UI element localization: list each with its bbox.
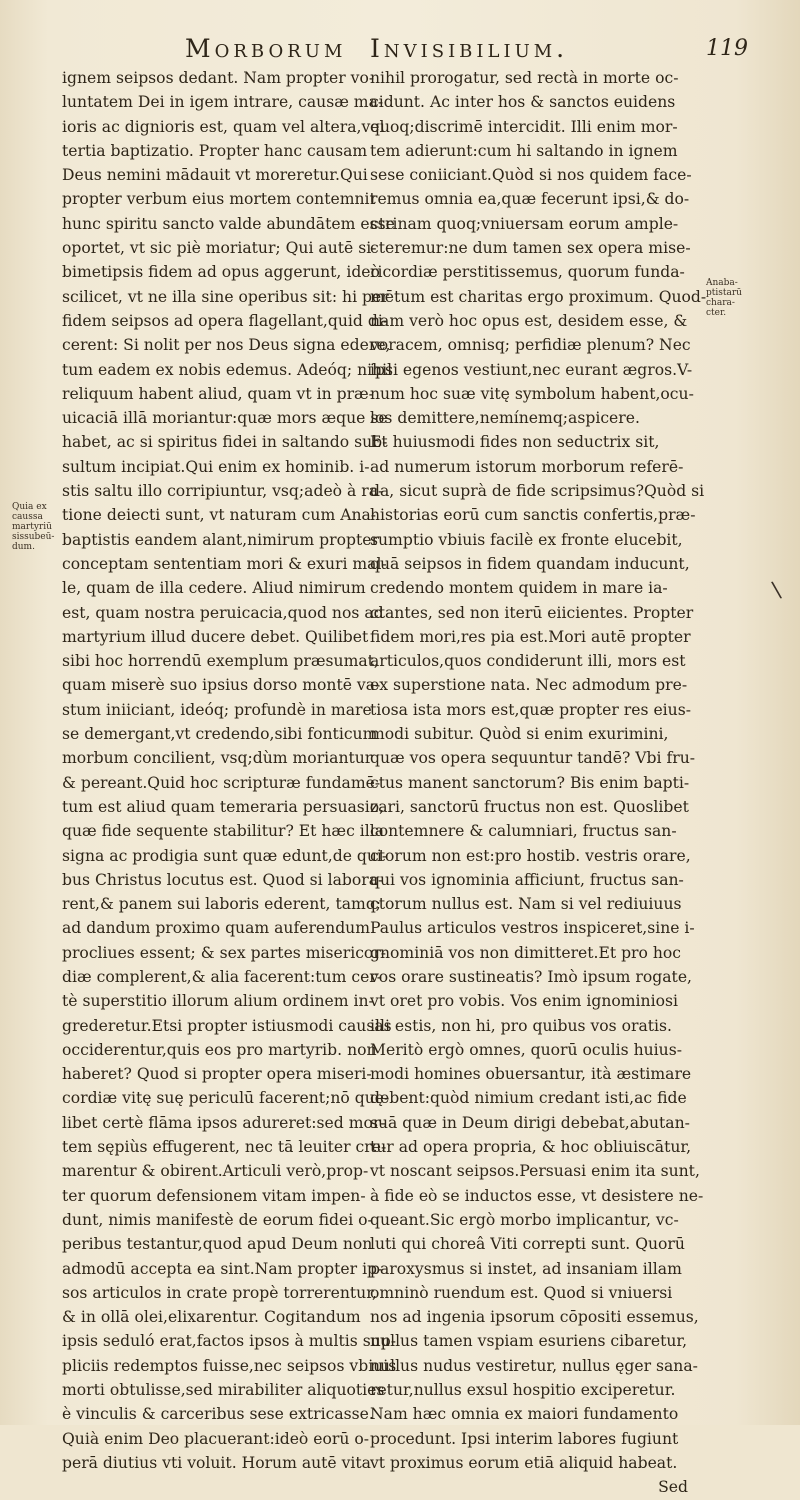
text-line: paroxysmus si instet, ad insaniam illam	[370, 1259, 682, 1278]
text-line: rent,& panem sui laboris ederent, tamq;	[62, 895, 382, 914]
margin-note-line: caussa	[12, 512, 43, 522]
text-line: zari, sanctorū fructus non est. Quoslibet	[370, 797, 689, 816]
text-line: occiderentur,quis eos pro martyrib. non	[62, 1040, 377, 1059]
text-line: num hoc suæ vitę symbolum habent,ocu-	[370, 384, 694, 403]
text-line: modi subitur. Quòd si enim exurimini,	[370, 725, 669, 744]
text-line: ad dandum proximo quam auferendum	[62, 919, 371, 938]
text-line: quam miserè suo ipsius dorso montē va-	[62, 676, 381, 695]
text-line: ctorum non est:pro hostib. vestris orare,	[370, 846, 691, 865]
page-number: 119	[706, 36, 748, 61]
text-line: à fide eò se inductos esse, vt desistere ne-	[370, 1186, 704, 1205]
text-line: bimetipsis fidem ad opus aggerunt, ideò	[62, 263, 380, 282]
text-line: libet certè flāma ipsos adureret:sed mor-	[62, 1113, 386, 1132]
text-line: ctus manent sanctorum? Bis enim bapti-	[370, 773, 690, 792]
text-line: & pereant.Quid hoc scripturæ fundamē-	[62, 773, 381, 792]
text-line: historias eorū cum sanctis confertis,præ-	[370, 506, 696, 525]
text-line: tè superstitio illorum alium ordinem in-	[62, 992, 374, 1011]
text-line: vos orare sustineatis? Imò ipsum rogate,	[370, 967, 693, 986]
text-line: Meritò ergò omnes, quorū oculis huius-	[370, 1040, 682, 1059]
margin-note-line: ptistarū	[706, 288, 742, 298]
text-line: pliciis redemptos fuisse,nec seipsos vbiuis	[62, 1356, 397, 1375]
text-line: Paulus articulos vestros inspiceret,sine i-	[370, 919, 695, 938]
text-line: fidem mori,res pia est.Mori autē propter	[370, 627, 691, 646]
text-line: cordiæ vitę suę periculū facerent;nō quę-	[62, 1089, 390, 1108]
text-line: nos ad ingenia ipsorum cōpositi essemus,	[370, 1308, 699, 1327]
text-line: nullus nudus vestiretur, nullus ęger sana-	[370, 1356, 698, 1375]
text-line: tur ad opera propria, & hoc obliuiscātur,	[370, 1138, 692, 1157]
margin-note-line: Anaba-	[706, 278, 738, 288]
text-line: Nam hæc omnia ex maiori fundamento	[370, 1405, 679, 1424]
text-line: ctantes, sed non iterū eiicientes. Propter	[370, 603, 694, 622]
text-line: contemnere & calumniari, fructus san-	[370, 822, 677, 841]
text-line: ctorum nullus est. Nam si vel rediuiuus	[370, 895, 682, 914]
text-line: ricordiæ perstitissemus, quorum funda-	[370, 263, 685, 282]
text-line: tione deiecti sunt, vt naturam cum Ana-	[62, 506, 377, 525]
text-line: tiosa ista mors est,quæ propter res eius-	[370, 700, 691, 719]
text-line: quæ vos opera sequuntur tandē? Vbi fru-	[370, 749, 696, 768]
text-line: quoq;discrimē intercidit. Illi enim mor-	[370, 117, 678, 136]
text-line: procliues essent; & sex partes misericor-	[62, 943, 387, 962]
text-line: & in ollā olei,elixarentur. Cogitandum	[62, 1308, 361, 1327]
text-line: bus Christus locutus est. Quod si labora-	[62, 870, 384, 889]
text-line: sos articulos in crate propè torrerentur,	[62, 1283, 377, 1302]
text-line: queant.Sic ergò morbo implicantur, vc-	[370, 1210, 679, 1229]
text-line: Deus nemini mādauit vt moreretur.Qui	[62, 166, 368, 185]
text-line: omninò ruendum est. Quod si vniuersi	[370, 1283, 673, 1302]
text-line: ctrinam quoq;vniuersam eorum ample-	[370, 214, 679, 233]
text-line: voracem, omnisq; perfidiæ plenum? Nec	[370, 336, 691, 355]
text-line: cteremur:ne dum tamen sex opera mise-	[370, 239, 691, 258]
text-line: sibi hoc horrendū exemplum præsumat,	[62, 652, 379, 671]
text-line: procedunt. Ipsi interim labores fugiunt	[370, 1429, 679, 1448]
text-line: sumptio vbiuis facilè ex fronte elucebit,	[370, 530, 683, 549]
header-title-right: Invisibilium.	[370, 34, 569, 63]
text-line: morti obtulisse,sed mirabiliter aliquoties	[62, 1381, 385, 1400]
margin-note-line: martyriū	[12, 522, 52, 532]
text-line: qui vos ignominia afficiunt, fructus san-	[370, 870, 684, 889]
text-line: debent:quòd nimium credant isti,ac fide	[370, 1089, 687, 1108]
text-line: sultum incipiat.Qui enim ex hominib. i-	[62, 457, 370, 476]
text-line: luntatem Dei in igem intrare, causæ ma-	[62, 93, 384, 112]
text-line: tem sępiùs effugerent, nec tā leuiter cre-	[62, 1138, 387, 1157]
header-title-left: Morborum	[185, 34, 347, 63]
text-line: articulos,quos condiderunt illi, mors est	[370, 652, 686, 671]
stray-ink-mark: \	[770, 577, 783, 604]
text-line: ipsis seduló erat,factos ipsos à multis sup-	[62, 1332, 397, 1351]
text-line: gnominiā vos non dimitteret.Et pro hoc	[370, 943, 682, 962]
text-line: Quià enim Deo placuerant:ideò eorū o-	[62, 1429, 370, 1448]
text-line: cerent: Si nolit per nos Deus signa edere,	[62, 336, 391, 355]
text-line: propter verbum eius mortem contemnit	[62, 190, 376, 209]
text-line: tem adierunt:cum hi saltando in ignem	[370, 141, 678, 160]
text-line: credendo montem quidem in mare ia-	[370, 579, 668, 598]
text-line: sese coniiciant.Quòd si nos quidem face-	[370, 166, 692, 185]
text-line: ipsi egenos vestiunt,nec eurant ægros.V-	[370, 360, 693, 379]
text-line: ad numerum istorum morborum referē-	[370, 457, 684, 476]
text-line: suā quæ in Deum dirigi debebat,abutan-	[370, 1113, 690, 1132]
text-line: tum eadem ex nobis edemus. Adeóq; nihil	[62, 360, 393, 379]
text-line: nihil prorogatur, sed rectà in morte oc-	[370, 69, 679, 87]
margin-note-line: Quia ex	[12, 502, 47, 512]
text-line: luti qui choreâ Viti correpti sunt. Quorū	[370, 1235, 685, 1254]
text-line: est, quam nostra peruicacia,quod nos ad	[62, 603, 384, 622]
text-line: scilicet, vt ne illa sine operibus sit: hi per	[62, 287, 389, 306]
text-line: haberet? Quod si propter opera miseri-	[62, 1065, 372, 1084]
text-line: conceptam sententiam mori & exuri mal-	[62, 554, 387, 573]
text-line: cidunt. Ac inter hos & sanctos euidens	[370, 93, 676, 112]
text-line: vt oret pro vobis. Vos enim ignominiosi	[370, 992, 678, 1011]
text-line: stum iniiciant, ideóq; profundè in mare	[62, 700, 372, 719]
text-line: fidem seipsos ad opera flagellant,quid di-	[62, 311, 389, 330]
running-header	[0, 30, 800, 66]
left-text-column	[62, 66, 397, 1475]
text-line: marentur & obirent.Articuli verò,prop-	[62, 1162, 369, 1181]
margin-note-line: dum.	[12, 542, 35, 552]
text-line: diæ complerent,& alia facerent:tum cer-	[62, 967, 383, 986]
left-margin-note	[12, 502, 56, 552]
text-line: modi homines obuersantur, ità æstimare	[370, 1065, 692, 1084]
margin-note-line: chara-	[706, 298, 735, 308]
text-line: quæ fide sequente stabilitur? Et hæc illa	[62, 822, 385, 841]
text-line: nam verò hoc opus est, desidem esse, &	[370, 311, 688, 330]
text-line: ex superstione nata. Nec admodum pre-	[370, 676, 688, 695]
text-line: mētum est charitas ergo proximum. Quod-	[370, 287, 707, 306]
text-line: dunt, nimis manifestè de eorum fidei o-	[62, 1210, 373, 1229]
text-line: ter quorum defensionem vitam impen-	[62, 1186, 366, 1205]
text-line: hunc spiritu sancto valde abundātem esse	[62, 214, 395, 233]
margin-note-line: cter.	[706, 308, 727, 318]
text-line: tertia baptizatio. Propter hanc causam	[62, 141, 368, 160]
right-margin-note	[706, 278, 766, 318]
text-line: remus omnia ea,quæ fecerunt ipsi,& do-	[370, 190, 690, 209]
text-line: habet, ac si spiritus fidei in saltando sub-	[62, 433, 388, 452]
text-line: quā seipsos in fidem quandam inducunt,	[370, 554, 690, 573]
text-line: peribus testantur,quod apud Deum non	[62, 1235, 373, 1254]
text-line: los demittere,nemínemq;aspicere.	[370, 409, 640, 428]
text-line: se demergant,vt credendo,sibi fonticum	[62, 725, 378, 744]
right-text-column	[370, 66, 707, 1500]
text-line: uicaciā illā moriantur:quæ mors æque se	[62, 409, 388, 428]
text-line: vt proximus eorum etiā aliquid habeat.	[370, 1453, 678, 1472]
text-line: stis saltu illo corripiuntur, vsq;adeò à ra-	[62, 482, 384, 501]
text-line: ioris ac dignioris est, quam vel altera,vel	[62, 117, 385, 136]
text-line: ignem seipsos dedant. Nam propter vo-	[62, 69, 375, 87]
text-line: martyrium illud ducere debet. Quilibet	[62, 627, 369, 646]
text-line: illi estis, non hi, pro quibus vos oratis.	[370, 1016, 672, 1035]
text-line: retur,nullus exsul hospitio exciperetur.	[370, 1381, 676, 1400]
text-line: grederetur.Etsi propter istiusmodi causas	[62, 1016, 392, 1035]
text-line: è vinculis & carceribus sese extricasse.	[62, 1405, 374, 1424]
text-line: reliquum habent aliud, quam vt in præ-	[62, 384, 374, 403]
text-line: morbum concilient, vsq;dùm moriantur	[62, 749, 373, 768]
text-line: vt noscant seipsos.Persuasi enim ita sunt,	[370, 1162, 700, 1181]
text-line: le, quam de illa cedere. Aliud nimirum	[62, 579, 366, 598]
text-line: tum est aliud quam temeraria persuasio,	[62, 797, 385, 816]
text-line: perā diutius vti voluit. Horum autē vita	[62, 1453, 371, 1472]
text-line: baptistis eandem alant,nimirum propter	[62, 530, 379, 549]
catchword: Sed	[658, 1478, 688, 1497]
margin-note-line: sissubeū-	[12, 532, 55, 542]
text-line: nullus tamen vspiam esuriens cibaretur,	[370, 1332, 688, 1351]
text-line: admodū accepta ea sint.Nam propter ip-	[62, 1259, 383, 1278]
text-line: signa ac prodigia sunt quæ edunt,de qui-	[62, 846, 388, 865]
text-line: Et huiusmodi fides non seductrix sit,	[370, 433, 660, 452]
text-line: oportet, vt sic piè moriatur; Qui autē si-	[62, 239, 377, 258]
text-line: da, sicut suprà de fide scripsimus?Quòd si	[370, 482, 705, 501]
